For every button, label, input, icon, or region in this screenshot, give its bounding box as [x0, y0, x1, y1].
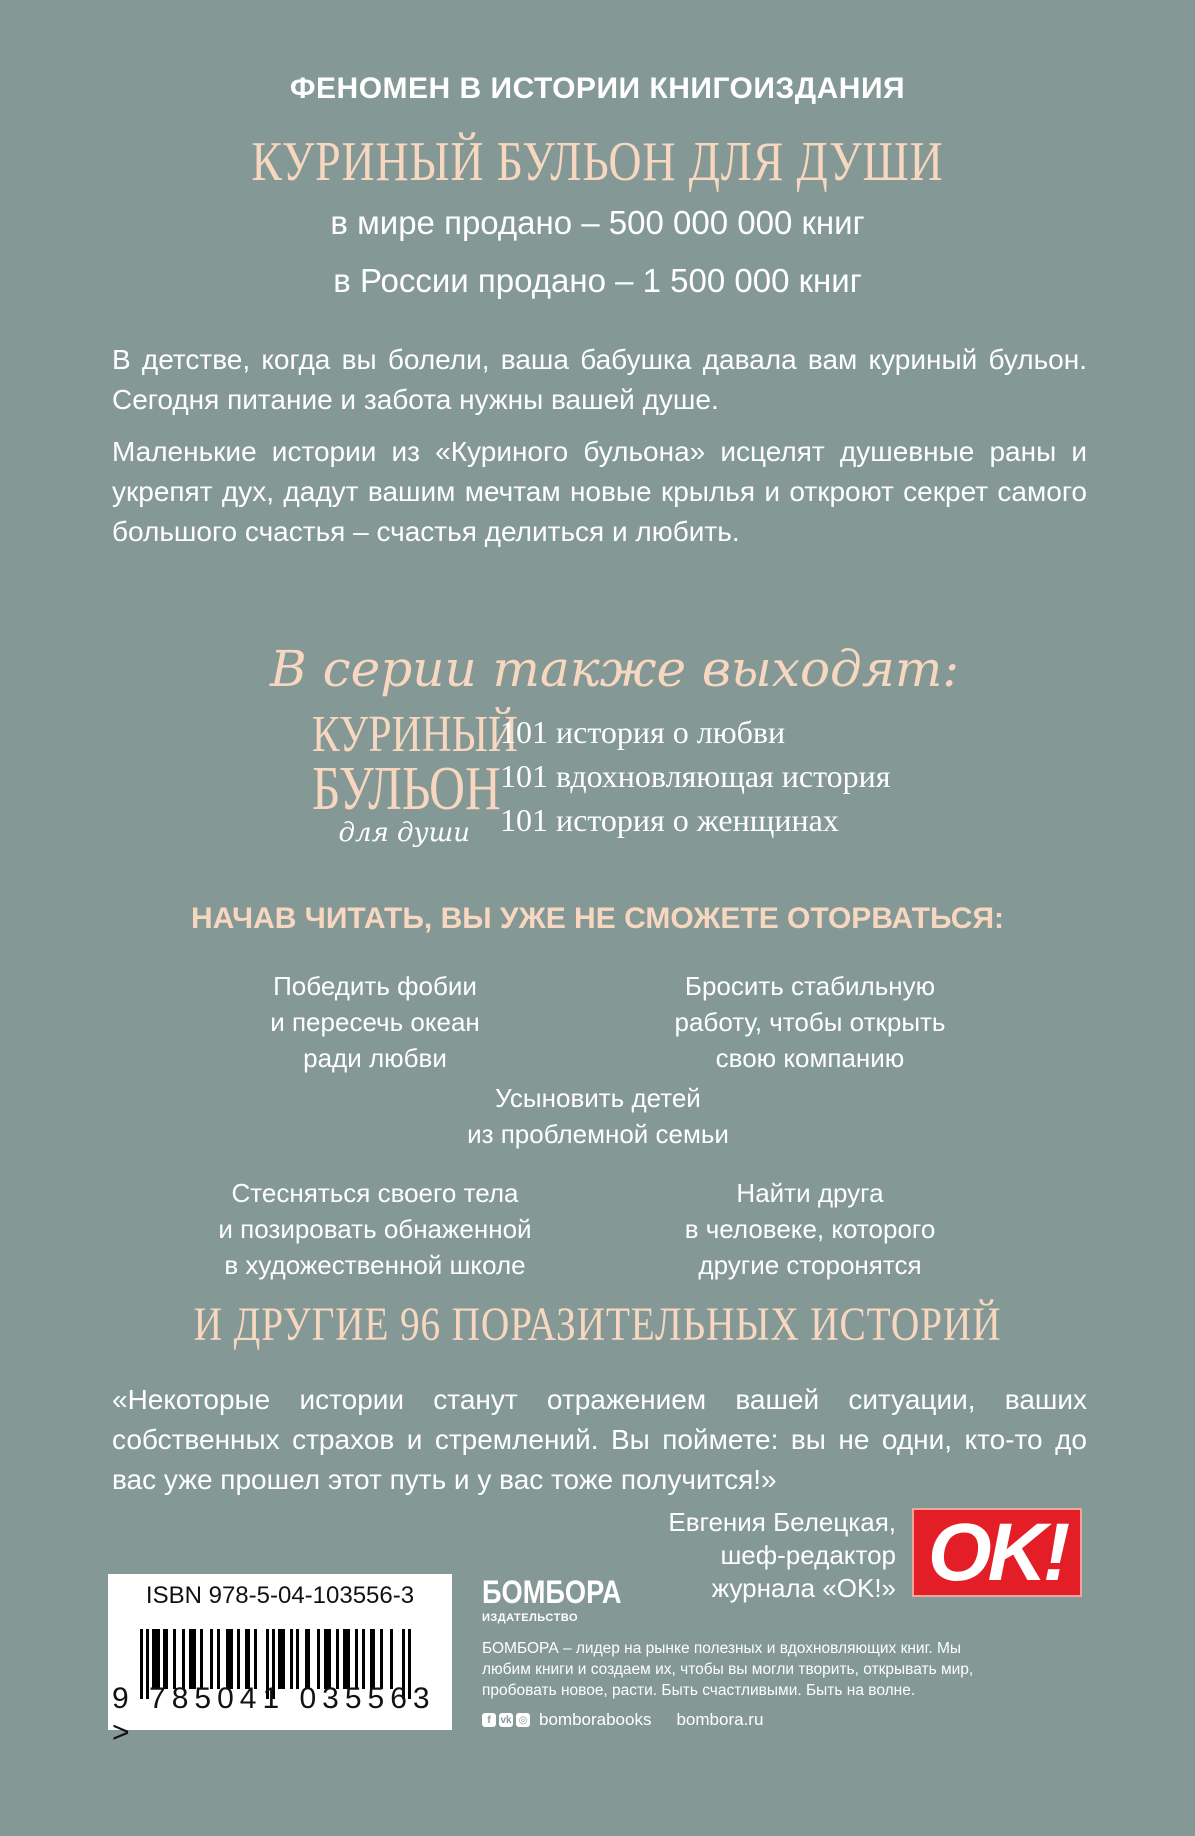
story-line: другие сторонятся: [698, 1250, 922, 1280]
story-line: Бросить стабильную: [684, 971, 936, 1001]
story-line: в человеке, которого: [684, 1214, 936, 1244]
series-logo-line3: для души: [338, 818, 470, 848]
sold-russia: в России продано – 1 500 000 книг: [333, 262, 862, 299]
sold-world: в мире продано – 500 000 000 книг: [330, 204, 865, 241]
story-line: и позировать обнаженной: [218, 1214, 532, 1244]
story-item: [620, 1175, 1000, 1283]
series-title: КУРИНЫЙ БУЛЬОН ДЛЯ ДУШИ: [251, 131, 944, 193]
isbn-digits: 9 785041 035563 >: [112, 1682, 436, 1749]
story-line: ради любви: [303, 1043, 447, 1073]
publisher-subtitle: ИЗДАТЕЛЬСТВО: [482, 1612, 579, 1624]
series-heading: В серии также выходят:: [270, 640, 960, 698]
story-line: Стесняться своего тела: [231, 1178, 519, 1208]
story-item: [185, 1175, 565, 1283]
vk-icon[interactable]: vk: [500, 1714, 512, 1726]
other-stories-heading: И ДРУГИЕ 96 ПОРАЗИТЕЛЬНЫХ ИСТОРИЙ: [193, 1298, 1002, 1351]
series-logo-line1: КУРИНЫЙ: [312, 706, 518, 763]
series-logo-line2: БУЛЬОН: [312, 755, 501, 823]
story-line: работу, чтобы открыть: [674, 1007, 946, 1037]
story-line: из проблемной семьи: [467, 1119, 729, 1149]
ok-magazine-logo: [912, 1508, 1082, 1597]
hook-heading: НАЧАВ ЧИТАТЬ, ВЫ УЖЕ НЕ СМОЖЕТЕ ОТОРВАТЬСЯ:: [190, 902, 1005, 935]
series-book: 101 история о женщинах: [500, 802, 839, 838]
description-paragraph-1: В детстве, когда вы болели, ваша бабушка давала вам куриный бульон. Сегодня питание и забота нужны вашей душе.: [112, 344, 1087, 415]
story-line: и пересечь океан: [270, 1007, 480, 1037]
website-link[interactable]: bombora.ru: [676, 1710, 764, 1729]
description-paragraph-2: Маленькие истории из «Куриного бульона» исцелят душевные раны и укрепят дух, дадут вашим мечтам новые крылья и откроют секрет самого большого счастья – счастья делиться и любить.: [112, 436, 1087, 547]
story-line: Найти друга: [736, 1178, 884, 1208]
kicker-heading: ФЕНОМЕН В ИСТОРИИ КНИГОИЗДАНИЯ: [289, 72, 906, 105]
instagram-icon[interactable]: ◎: [516, 1713, 530, 1727]
quote-role: шеф-редактор: [720, 1540, 896, 1570]
series-logo: [270, 706, 518, 848]
story-line: свою компанию: [715, 1043, 905, 1073]
isbn-barcode-box: [108, 1574, 452, 1749]
isbn-label: ISBN 978-5-04-103556-3: [145, 1582, 415, 1609]
publisher-logo: БОМБОРА: [482, 1574, 622, 1610]
publisher-description: БОМБОРА – лидер на рынке полезных и вдохновляющих книг. Мы любим книги и создаем их, чтобы вы могли творить, открывать мир, пробовать новое, расти. Быть счастливыми. Быть на волне.: [482, 1640, 974, 1699]
story-line: в художественной школе: [224, 1250, 526, 1280]
story-line: Усыновить детей: [495, 1083, 701, 1113]
review-quote: «Некоторые истории станут отражением вашей ситуации, ваших собственных страхов и стремлений. Вы поймете: вы не одни, кто-то до вас уже прошел этот путь и у вас тоже получится!»: [112, 1384, 1087, 1495]
series-book-list: [500, 710, 891, 842]
social-links: [482, 1710, 763, 1730]
quote-publication: журнала «OK!»: [711, 1573, 896, 1603]
quote-author: Евгения Белецкая,: [668, 1507, 896, 1537]
story-item: [185, 968, 565, 1076]
ok-logo-text: OK!: [927, 1506, 1067, 1598]
story-item: [620, 968, 1000, 1076]
story-line: Победить фобии: [273, 971, 477, 1001]
social-handle[interactable]: bomborabooks: [539, 1710, 652, 1729]
facebook-icon[interactable]: f: [482, 1713, 496, 1727]
story-item: [408, 1080, 788, 1152]
series-book: 101 история о любви: [500, 714, 786, 750]
series-book: 101 вдохновляющая история: [500, 758, 891, 794]
